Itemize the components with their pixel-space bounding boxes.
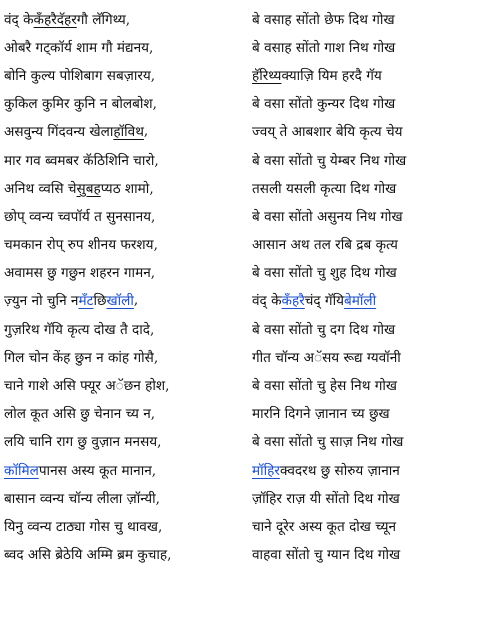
verse-text: मार गव ब्वमबर कॅठिशिनि चारो, (4, 152, 159, 169)
verse-right (252, 403, 488, 422)
verse-text: ज़्युन नो चुनि न (4, 293, 79, 310)
verse-text: ज़ॉहिर राज़ यी सोंतो दिथ गोख (252, 490, 400, 507)
verse-text: बे वसा सोंतो चु साज़ निथ गोख (252, 434, 404, 451)
verse-text: बे वसा सोंतो कुन्यर दिथ गोख (252, 96, 396, 113)
verse-text: गुज़रिथ गॅयि कृत्य दोख तै दादे, (4, 321, 155, 338)
verse-text: गौ लॅगिथ्य, (76, 11, 131, 28)
verse-text: ब्वद असि ब्रेठेयि अम्मि ब्रम कुचाह, (4, 547, 172, 564)
verse-text: अनिथ व्वसि चे (4, 180, 77, 197)
verse-text: वंद् के (252, 293, 282, 310)
verse-left (4, 178, 252, 197)
verse-left (4, 234, 252, 253)
verse-right (252, 262, 488, 281)
verse-text: बोनि कुल्य पोशिबाग सबज़ारय, (4, 67, 156, 84)
verse-text: वाहवा सोंतो चु ग्यान दिथ गोख (252, 547, 401, 564)
verse-text: क्वदरथ छु सोरुय ज़ानान (279, 462, 400, 479)
verse-text: गीत चॉन्य अॅसय रूद्य ग्यवॉनी (252, 349, 401, 366)
verse-text: ओबरै गट्कॉर्य शाम गौ मंद्यनय, (4, 39, 154, 56)
verse-text: यिनु व्वन्य टाठ्या गोस चु थावख, (4, 518, 163, 535)
poem-line (4, 258, 490, 286)
verse-text: छोप् व्वन्य च्वपॉर्य त सुनसानय, (4, 208, 156, 225)
poem-line (4, 60, 490, 88)
verse-left (4, 121, 252, 140)
verse-right (252, 65, 488, 84)
poem-line (4, 399, 490, 427)
verse-right (252, 93, 488, 112)
verse-text: बे वसाह सोंतो छेफ दिथ गोख (252, 11, 395, 28)
verse-text: बे वसा सोंतो चु शुह दिथ गोख (252, 265, 397, 282)
verse-left (4, 9, 252, 28)
word-link[interactable]: कॅंहरै (281, 293, 305, 310)
verse-right (252, 206, 488, 225)
poem-line (4, 173, 490, 201)
verse-text: , (143, 122, 149, 139)
verse-left (4, 403, 252, 422)
verse-text: मारनि दिगने ज़ानान च्य छुख (252, 406, 390, 423)
poem-line (4, 201, 490, 229)
verse-left (4, 431, 252, 450)
poem-line (4, 455, 490, 483)
verse-left (4, 93, 252, 112)
underlined-word: सुबह (76, 180, 101, 197)
verse-text: ज्वय् ते आबशार बेयि कृत्य चेय (252, 124, 403, 141)
verse-left (4, 206, 252, 225)
verse-right (252, 544, 488, 563)
verse-left (4, 516, 252, 535)
verse-right (252, 319, 488, 338)
verse-text: चाने दूरेर अस्य कूत दोख च्यून (252, 518, 397, 535)
verse-left (4, 544, 252, 563)
verse-text: आसान अथ तल रबि द्रब कृत्य (252, 237, 398, 254)
verse-left (4, 290, 252, 309)
word-link[interactable]: मॉहिर (252, 462, 280, 479)
verse-right (252, 431, 488, 450)
poem-lines (4, 4, 490, 568)
poem-line (4, 230, 490, 258)
poem-line (4, 286, 490, 314)
verse-right (252, 9, 488, 28)
verse-right (252, 234, 488, 253)
poem-line (4, 511, 490, 539)
verse-text: क्याज़ि यिम हरदै गॅय (281, 67, 382, 84)
verse-right (252, 178, 488, 197)
verse-right (252, 37, 488, 56)
verse-left (4, 347, 252, 366)
verse-left (4, 319, 252, 338)
verse-text: तसली यसली कृत्या दिथ गोख (252, 180, 397, 197)
poem-line (4, 540, 490, 568)
word-link[interactable]: खॉली (106, 293, 134, 310)
poem-line (4, 145, 490, 173)
verse-text: बे वसा सोंतो चु दग दिथ गोख (252, 321, 396, 338)
verse-left (4, 488, 252, 507)
verse-right (252, 150, 488, 169)
verse-text: बे वसाह सोंतो गाश निथ गोख (252, 39, 396, 56)
poem-line (4, 483, 490, 511)
verse-left (4, 37, 252, 56)
verse-text: लोल कूत असि छु चेनान च्य न, (4, 406, 156, 423)
word-link[interactable]: बेमॉली (344, 293, 377, 310)
verse-text: पानस अस्य कूत मानान, (38, 462, 157, 479)
verse-left (4, 65, 252, 84)
verse-text: बे वसा सोंतो चु येम्बर निथ गोख (252, 152, 407, 169)
underlined-word: हॅरिथ्य (252, 67, 282, 84)
verse-right (252, 347, 488, 366)
verse-text: गिल चोन केंह छुन न कांह गोसै, (4, 349, 159, 366)
verse-text: असवुन्य गिंदवन्य खेला (4, 124, 114, 141)
verse-left (4, 262, 252, 281)
verse-text: चंद् गॅयि (304, 293, 344, 310)
verse-text: वंद् के (4, 11, 34, 28)
word-link[interactable]: कॉमिल (4, 462, 39, 479)
verse-text: लयि चानि राग छु वुज़ान मनसय, (4, 434, 162, 451)
underlined-word: दॅहर (56, 11, 77, 28)
verse-text: अवामस छु गछुन शहरन गामन, (4, 265, 156, 282)
verse-right (252, 290, 488, 309)
poem-line (4, 427, 490, 455)
poem-line (4, 342, 490, 370)
verse-left (4, 375, 252, 394)
verse-right (252, 121, 488, 140)
verse-text: कुकिल कुमिर कुनि न बोलबोश, (4, 96, 157, 113)
poem-line (4, 370, 490, 398)
poem-line (4, 314, 490, 342)
poem-line (4, 32, 490, 60)
verse-right (252, 460, 488, 479)
poem-line (4, 4, 490, 32)
verse-text: छि (93, 293, 107, 310)
verse-right (252, 375, 488, 394)
underlined-word: कॅंहरै (33, 11, 57, 28)
verse-text: प्यठ शामो, (100, 180, 154, 197)
word-link[interactable]: मॅंट (78, 293, 94, 310)
verse-text: चमकान रोप् रुप शीनय फरशय, (4, 237, 158, 254)
verse-right (252, 488, 488, 507)
verse-text: , (133, 291, 139, 308)
poem-line (4, 117, 490, 145)
verse-left (4, 460, 252, 479)
poem-line (4, 89, 490, 117)
verse-text: चाने गाशे असि फ्यूर अॅछन होश, (4, 378, 170, 395)
verse-right (252, 516, 488, 535)
verse-left (4, 150, 252, 169)
underlined-word: हॉविथ (113, 124, 144, 141)
verse-text: बे वसा सोंतो असुनय निथ गोख (252, 208, 403, 225)
verse-text: बासान व्वन्य चॉन्य लीला ज़ॉन्यी, (4, 490, 160, 507)
verse-text: बे वसा सोंतो चु हेस निथ गोख (252, 378, 398, 395)
